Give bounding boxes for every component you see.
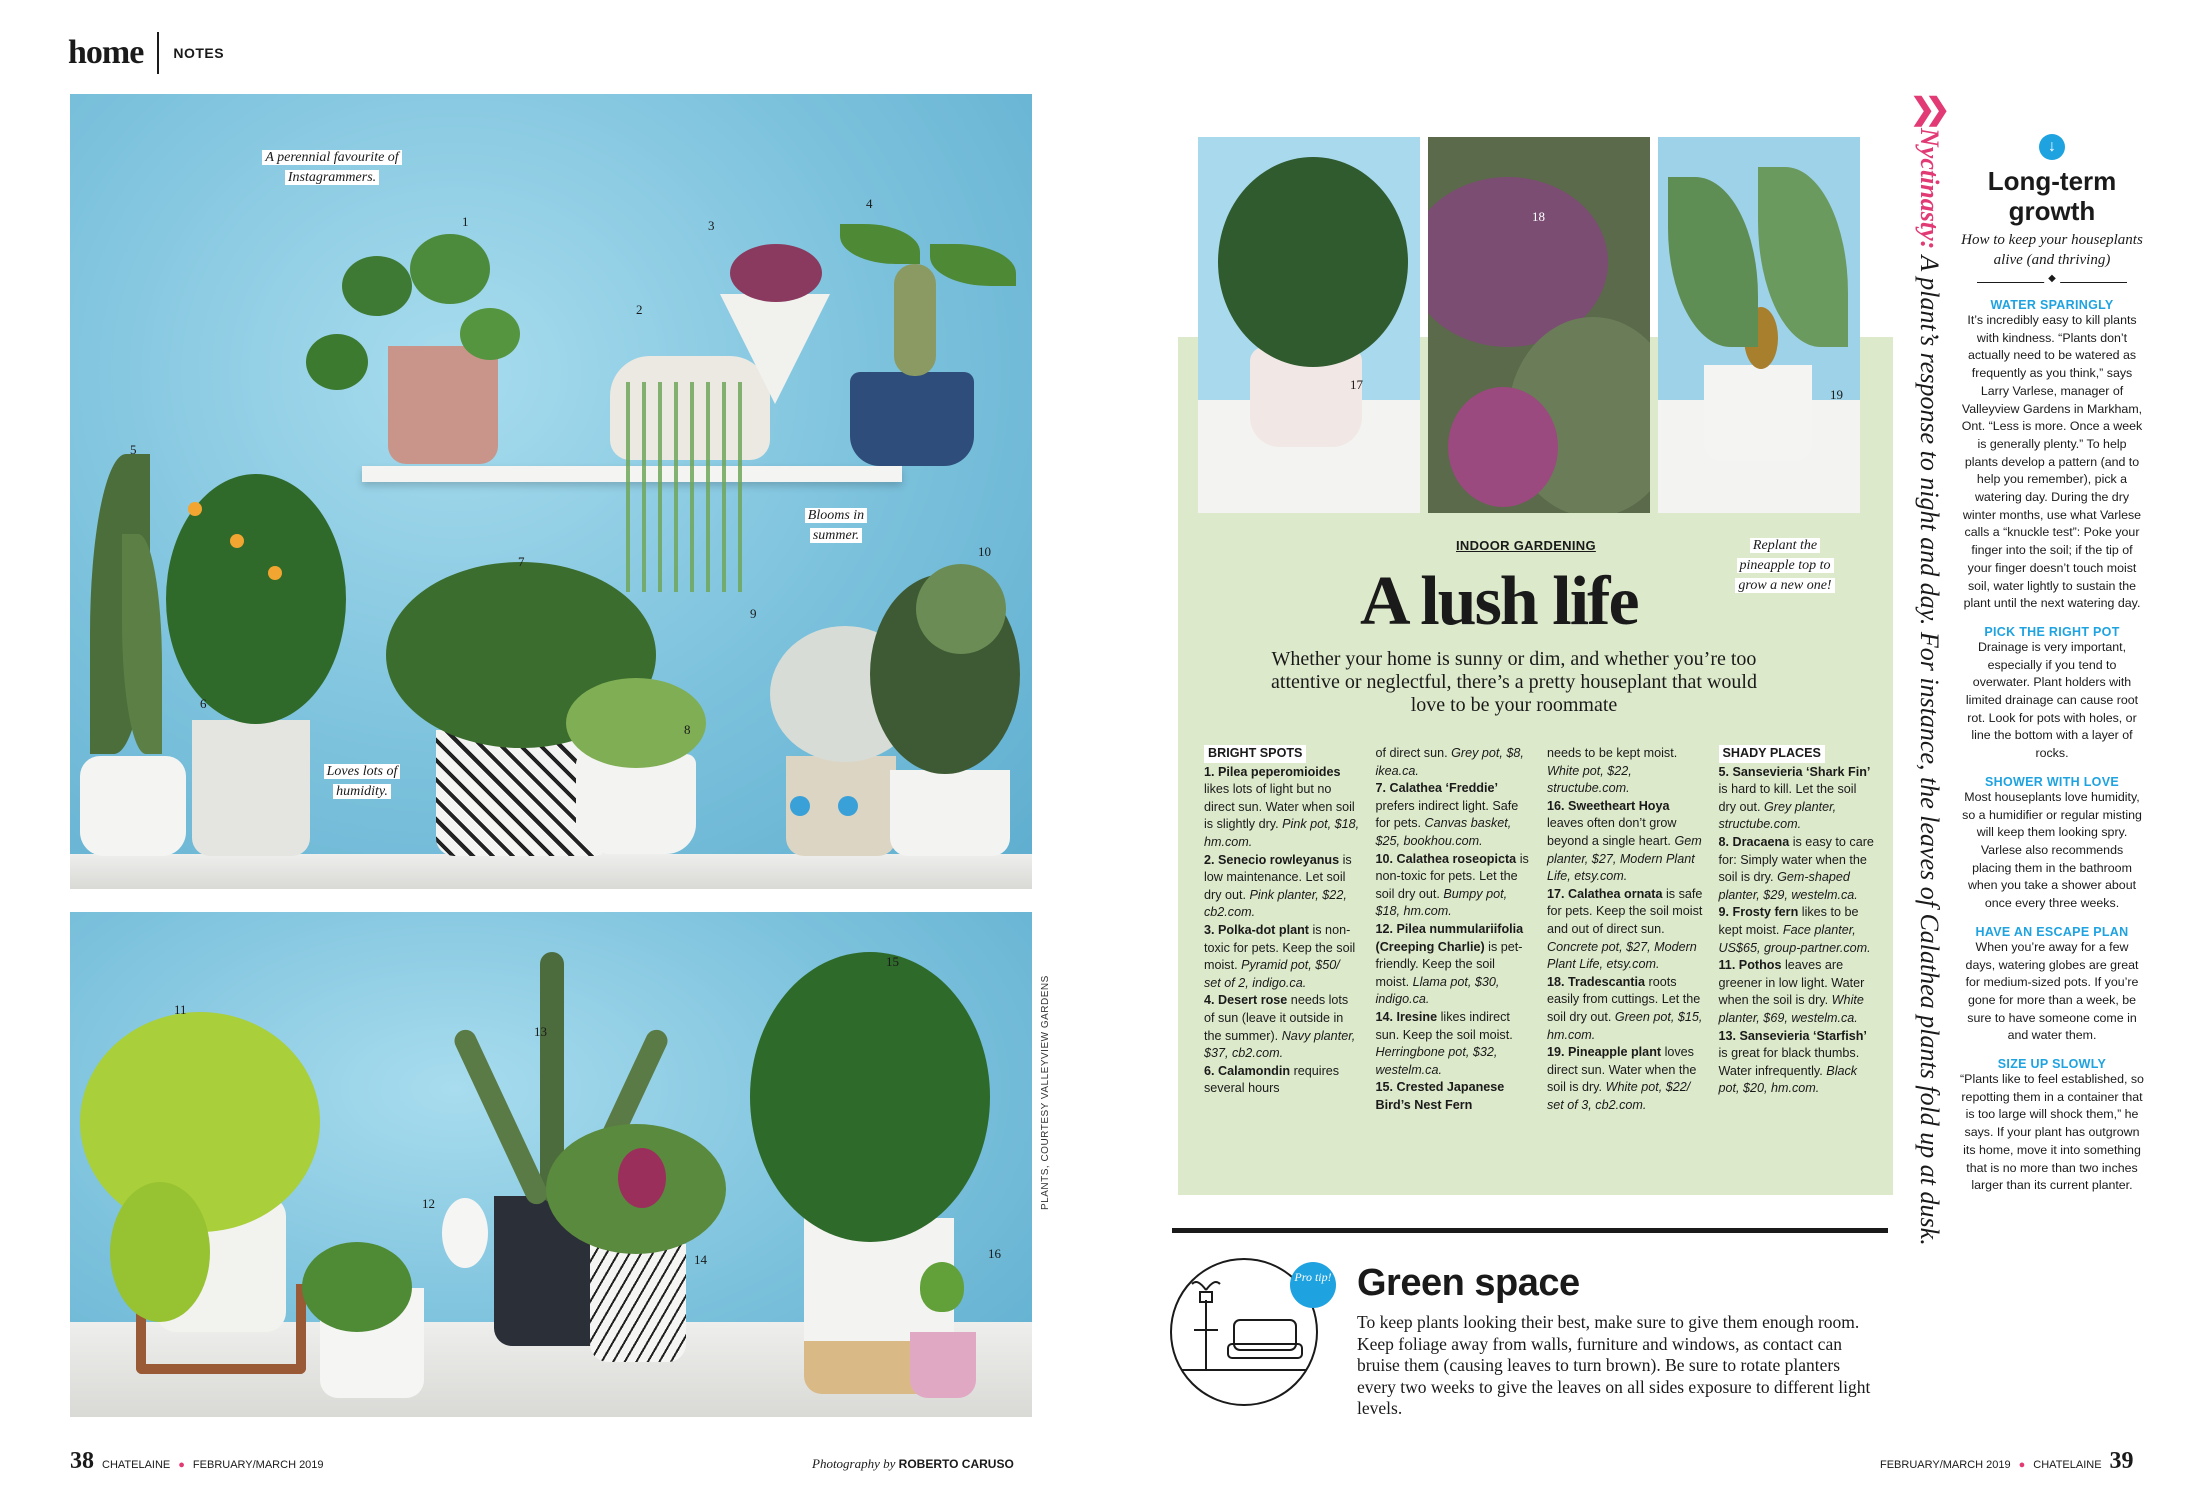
issue-date: FEBRUARY/MARCH 2019	[192, 1459, 324, 1471]
sidebar-title: Long-term growth	[1987, 166, 2117, 226]
sidebar-section-body: It’s incredibly easy to kill plants with kindness. “Plants don’t actually need to be watered as frequently as you think,” says Larry Varlese, manager of Valleyview Gardens in Markham, Ont. “Less is more. Once a week is generally plenty.” To help plants develop a pattern (and to help you remember), pick a watering day. During the dry winter months, use what Varlese calls a “knuckle test”: Poke your finger into the soil; if the tip of your finger doesn’t touch moist soil, water lightly to sustain the plant until the next watering day.	[1961, 313, 2143, 611]
sidebar-section-heading: WATER SPARINGLY	[1990, 298, 2114, 312]
issue-date: FEBRUARY/MARCH 2019	[1880, 1459, 2011, 1471]
sidebar-section-body: Drainage is very important, especially if you tend to overwater. Plant holders with limited drainage can cause root rot. Look for pots with holes, or line the bottom with a layer of rocks.	[1965, 639, 2139, 761]
sidebar-section-heading: HAVE AN ESCAPE PLAN	[1975, 924, 2129, 939]
column-heading: SHADY PLACES	[1719, 745, 1825, 763]
sidebar-section-body: “Plants like to feel established, so repotting them in a container that is too large will shock them,” he says. If your plant has outgrown its home, move it into something that is no more than two inches larger than its current planter.	[1960, 1072, 2144, 1193]
plant-number: 2	[636, 302, 643, 317]
article-kicker: INDOOR GARDENING	[1456, 538, 1596, 553]
subsection-name: NOTES	[173, 45, 225, 61]
plant-number: 19	[1830, 387, 1843, 402]
plant-number: 16	[988, 1246, 1001, 1261]
folio-right	[1880, 1448, 2134, 1475]
arrow-down-icon: ↓	[2039, 134, 2065, 160]
sidebar-long-term-growth	[1960, 134, 2144, 1195]
plant-number: 9	[750, 606, 757, 621]
sidebar-subtitle: How to keep your houseplants alive (and thriving)	[1961, 232, 2143, 268]
pro-tip-badge: Pro tip!	[1290, 1262, 1336, 1308]
chevron-down-icon: ❯❯	[1910, 93, 1941, 126]
photo-plant-18	[1428, 137, 1650, 513]
section-header	[68, 32, 224, 74]
plant-number: 11	[174, 1002, 187, 1017]
tip-title: Green space	[1357, 1262, 1580, 1304]
callout-blooms: Blooms in summer.	[792, 506, 880, 546]
callout-instagram: A perennial favourite of Instagrammers.	[262, 148, 402, 188]
sidebar-section-heading: PICK THE RIGHT POT	[1984, 624, 2120, 639]
article-dek: Whether your home is sunny or dim, and whether you’re too attentive or neglectful, there’s a pretty houseplant that would love to be your roommate	[1271, 648, 1757, 716]
plants-credit: PLANTS, COURTESY VALLEYVIEW GARDENS	[1040, 975, 1051, 1210]
listing-column: SHADY PLACES 5. Sansevieria ‘Shark Fin’ is hard to kill. Let the soil dry out. Grey planter, structube.com. 8. Dracaena is easy to care for: Simply water when the soil is dry. Gem-shaped planter, $29, westelm.ca. 9. Frosty fern likes to be kept moist. Face planter, US$65, group-partner.com. 11. Pothos leaves are greener in low light. Water when the soil is dry. White planter, $69, westelm.ca. 13. Sansevieria ‘Starfish’ is great for black thumbs. Water infrequently. Black pot, $20, hm.com.	[1718, 746, 1874, 1096]
sidebar-section-body: Most houseplants love humidity, so a humidifier or regular misting will keep them looking spry. Varlese also recommends placing them in the bathroom when you take a shower about once every three weeks.	[1962, 789, 2142, 911]
plant-listing	[1204, 745, 1874, 1114]
listing-column: of direct sun. Grey pot, $8, ikea.ca. 7. Calathea ‘Freddie’ prefers indirect light. Safe for pets. Canvas basket, $25, bookhou.com. 10. Calathea roseopicta is non-toxic for pets. Let the soil dry out. Bumpy pot, $18, hm.com. 12. Pilea nummulariifolia (Creeping Charlie) is pet-friendly. Keep the soil moist. Llama pot, $30, indigo.ca. 14. Iresine likes indirect sun. Keep the soil moist. Herringbone pot, $32, westelm.ca. 15. Crested Japanese Bird’s Nest Fern	[1375, 746, 1529, 1112]
plant-number: 6	[200, 696, 207, 711]
sidebar-section-heading: SHOWER WITH LOVE	[1985, 774, 2119, 789]
photo-shelves-bottom	[70, 912, 1032, 1417]
plant-number: 10	[978, 544, 991, 559]
article-headline: A lush life	[1360, 563, 1638, 640]
plant-number: 14	[694, 1252, 707, 1267]
callout-humidity: Loves lots of humidity.	[314, 762, 410, 802]
bullet-icon: ●	[2018, 1459, 2026, 1471]
photo-plant-17	[1198, 137, 1420, 513]
photo-credit: Photography by ROBERTO CARUSO	[812, 1456, 1014, 1471]
publication-name: CHATELAINE	[2033, 1459, 2102, 1471]
bullet-icon: ●	[178, 1459, 185, 1471]
photo-shelves-top	[70, 94, 1032, 889]
tip-rule	[1172, 1228, 1888, 1233]
plant-number: 13	[534, 1024, 547, 1039]
folio-left	[70, 1448, 324, 1475]
publication-name: CHATELAINE	[102, 1459, 171, 1471]
plant-number: 12	[422, 1196, 435, 1211]
listing-column: BRIGHT SPOTS 1. Pilea peperomioides likes lots of light but no direct sun. Water when soil is slightly dry. Pink pot, $18, hm.com. 2. Senecio rowleyanus is low maintenance. Let soil dry out. Pink planter, $22, cb2.com. 3. Polka-dot plant is non-toxic for pets. Keep the soil moist. Pyramid pot, $50/ set of 2, indigo.ca. 4. Desert rose needs lots of sun (leave it outside in the summer). Navy planter, $37, cb2.com. 6. Calamondin requires several hours	[1204, 746, 1360, 1096]
plant-number: 4	[866, 196, 873, 211]
plant-number: 18	[1532, 209, 1545, 224]
sidebar-section-heading: SIZE UP SLOWLY	[1997, 1057, 2107, 1072]
vertical-definition	[1914, 128, 1944, 1246]
section-name: home	[68, 34, 144, 71]
lower-shelf	[70, 854, 1032, 889]
plant-number: 7	[518, 554, 525, 569]
plant-number: 17	[1350, 377, 1363, 392]
definition-text: A plant’s response to night and day. For instance, the leaves of Calathea plants fold up at dusk.	[1915, 255, 1944, 1246]
column-heading: BRIGHT SPOTS	[1204, 745, 1306, 763]
page-number: 39	[2109, 1448, 2134, 1474]
listing-column: needs to be kept moist. White pot, $22, structube.com. 16. Sweetheart Hoya leaves often don’t grow beyond a single heart. Gem planter, $27, Modern Plant Life, etsy.com. 17. Calathea ornata is safe for pets. Keep the soil moist and out of direct sun. Concrete pot, $27, Modern Plant Life, etsy.com. 18. Tradescantia roots easily from cuttings. Let the soil dry out. Green pot, $15, hm.com. 19. Pineapple plant loves direct sun. Water when the soil is dry. White pot, $22/ set of 3, cb2.com.	[1547, 746, 1703, 1112]
plant-number: 5	[130, 442, 137, 457]
sidebar-section-body: When you’re away for a few days, watering globes are great for medium-sized pots. If you’re gone for more than a week, be sure to have someone come in and water them.	[1965, 939, 2139, 1043]
photo-plant-19	[1658, 137, 1860, 513]
sidebar-divider	[1977, 278, 2127, 286]
tip-body: To keep plants looking their best, make sure to give them enough room. Keep foliage away from walls, furniture and windows, as contact can bruise them (causing leaves to turn brown). Be sure to rotate planters every two weeks to give the leaves on all sides exposure to different light levels.	[1357, 1312, 1871, 1419]
section-divider	[157, 32, 159, 74]
definition-term: Nyctinasty:	[1915, 128, 1944, 250]
page-number: 38	[70, 1448, 94, 1474]
plant-number: 3	[708, 218, 715, 233]
plant-number: 1	[462, 214, 469, 229]
plant-number: 15	[886, 954, 899, 969]
plant-number: 8	[684, 722, 691, 737]
callout-replant: Replant the pineapple top to grow a new one!	[1730, 536, 1840, 596]
